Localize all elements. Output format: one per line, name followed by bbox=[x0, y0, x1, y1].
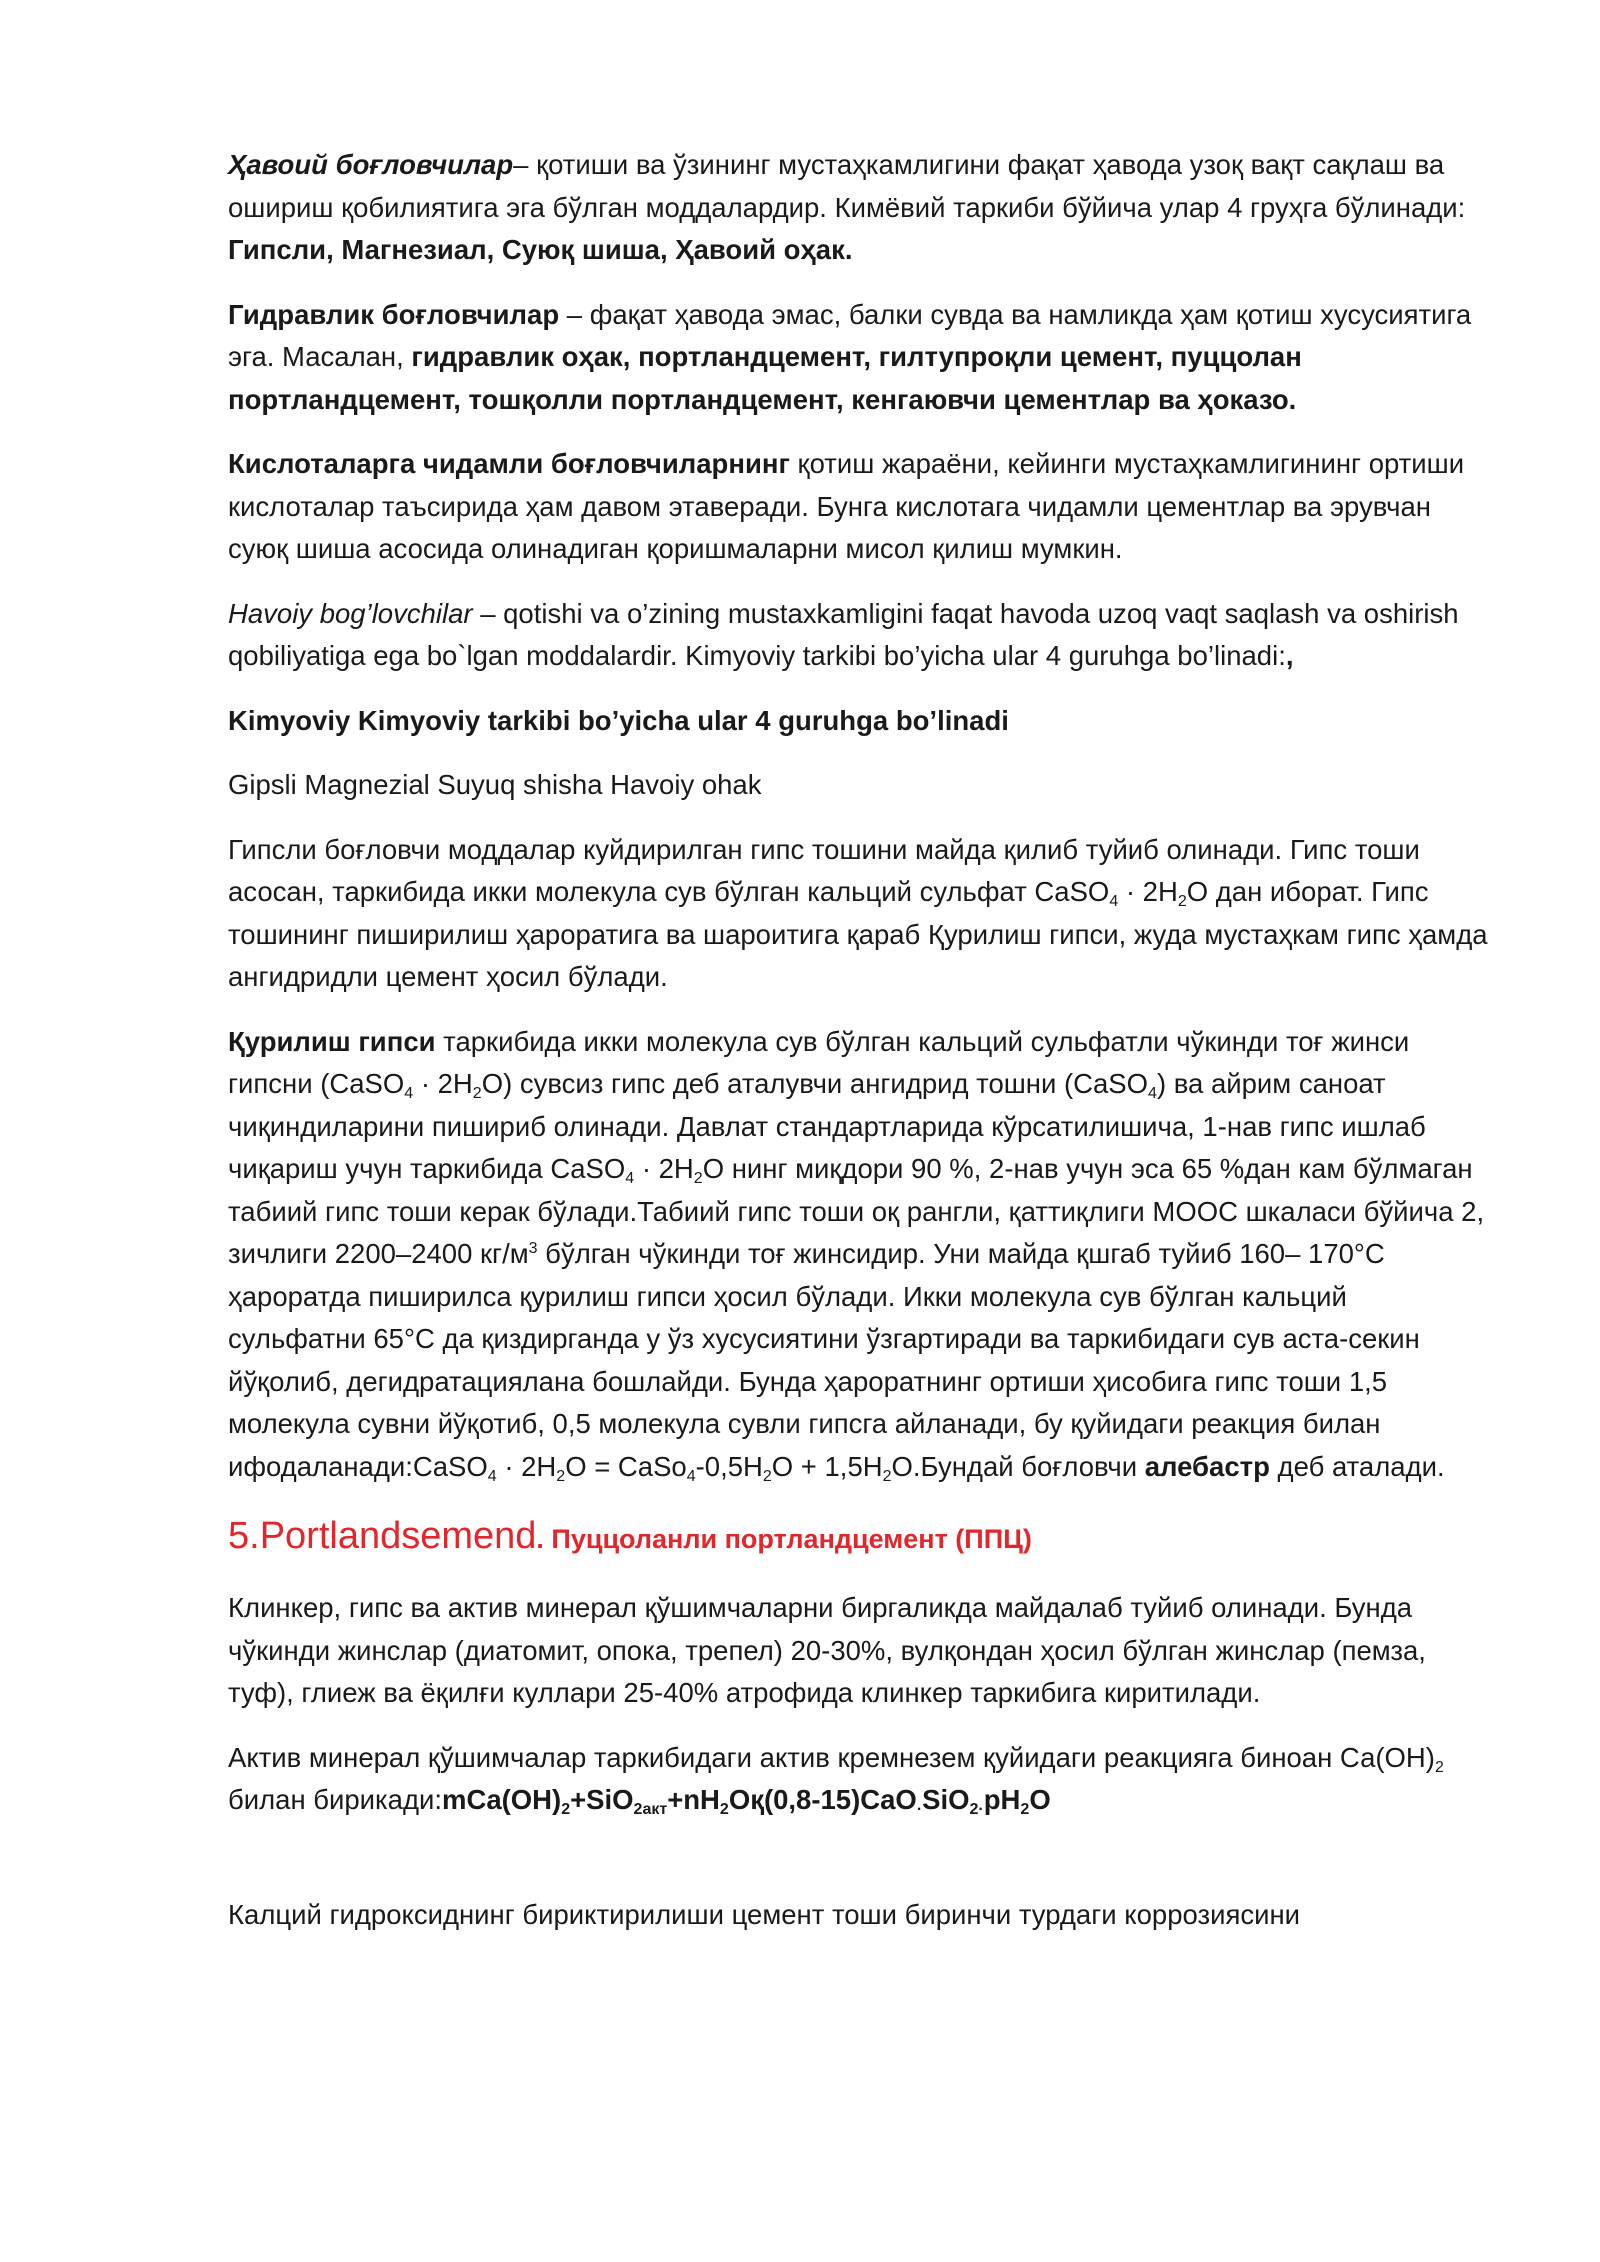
paragraph-building-gypsum bbox=[228, 1021, 1488, 1489]
paragraph-active-mineral bbox=[228, 1737, 1488, 1822]
subscript: 2 bbox=[472, 1085, 482, 1102]
binder-groups: Гипсли, Магнезиал, Суюқ шиша, Ҳавоий оҳак. bbox=[228, 234, 853, 265]
text-run: O.Бундай боғловчи bbox=[891, 1450, 1145, 1482]
subscript: 2 bbox=[762, 1467, 772, 1485]
formula-run: pH bbox=[983, 1784, 1021, 1815]
text-run: · 2H bbox=[413, 1068, 473, 1099]
subscript: 2 bbox=[1020, 1801, 1030, 1818]
text-run: Гипсли боғловчи моддалар куйдирилган гипс тошини майда қилиб туйиб олинади. Гипс тоши асосан, таркибида икки молекула сув бўлган кальций сульфат CaSO bbox=[228, 833, 1420, 907]
paragraph-text: – қотиши ва ўзининг мустаҳкамлигини фақат ҳавода узоқ вақт сақлаш ва ошириш қобилиятига эга бўлган моддалардир. Кимёвий таркиби бўйича улар 4 груҳга бўлинади: bbox=[228, 149, 1466, 223]
subscript: 4 bbox=[686, 1467, 696, 1485]
paragraph-groups-latin: Gipsli Magnezial Suyuq shisha Havoiy ohak bbox=[228, 769, 762, 800]
term-havoiy: Havoiy bog’lovchilar bbox=[228, 597, 473, 629]
formula-run: +nH bbox=[667, 1784, 720, 1815]
paragraph-gypsum-binders bbox=[228, 829, 1488, 999]
superscript: 3 bbox=[528, 1240, 538, 1257]
subscript: 2 bbox=[719, 1801, 729, 1818]
subscript: · bbox=[978, 1801, 984, 1818]
subscript: 2 bbox=[969, 1801, 979, 1818]
heading-subtitle: . Пуццоланли портландцемент (ППЦ) bbox=[536, 1524, 1032, 1554]
text-run: билан бирикади: bbox=[228, 1784, 443, 1815]
subscript: 2 bbox=[693, 1170, 703, 1187]
term-building-gypsum: Қурилиш гипси bbox=[228, 1025, 436, 1057]
paragraph-calcium-hydroxide: Калций гидроксиднинг бириктирилиши цемент тоши биринчи турдаги коррозиясини bbox=[228, 1898, 1300, 1930]
text-run: O нинг миқдори 90 %, 2-нав учун эса 65 %дан кам бўлмаган табиий гипс тоши керак бўлади.Табиий гипс тоши оқ рангли, қаттиқлиги МООС шкаласи бўйича 2, зичлиги 2200–2400 кг/м bbox=[228, 1153, 1485, 1269]
section-heading bbox=[228, 1510, 1488, 1565]
paragraph-clinker: Клинкер, гипс ва актив минерал қўшимчаларни биргаликда майдалаб туйиб олинади. Бунда чўкинди жинслар (диатомит, опока, трепел) 20-30%, вулқондан ҳосил бўлган жинслар (пемза, туф), глиеж ва ёқилғи куллари 25-40% атрофида клинкер таркибига киритилади. bbox=[228, 1592, 1426, 1708]
subscript: 4 bbox=[1148, 1085, 1157, 1102]
subscript: 2 bbox=[561, 1801, 571, 1818]
spacer bbox=[228, 1844, 1488, 1894]
text-run: O дан иборат. Гипс тошининг пиширилиш ҳароратига ва шароитига қараб Қурилиш гипси, жуда мустаҳкам гипс ҳамда ангидридли цемент ҳосил бўлади. bbox=[228, 876, 1488, 992]
term-air-binders: Ҳавоий боғловчилар bbox=[228, 149, 514, 180]
subscript: 2 bbox=[1434, 1758, 1444, 1776]
subscript: 4 bbox=[487, 1467, 497, 1485]
text-run: Актив минерал қўшимчалар таркибидаги актив кремнезем қуйидаги реакцияга биноан Са(ОН) bbox=[228, 1741, 1435, 1773]
text-run: O) сувсиз гипс деб аталувчи ангидрид тошни (CaSO bbox=[481, 1068, 1149, 1099]
subscript: · bbox=[916, 1801, 923, 1818]
text-run: -0,5H bbox=[695, 1450, 763, 1482]
text-run: O = CaSo bbox=[565, 1450, 687, 1482]
text-run: · 2H bbox=[496, 1450, 557, 1482]
hydraulic-examples: гидравлик оҳак, портландцемент, гилтупроқли цемент, пуццолан портландцемент, тошқолли портландцемент, кенгаювчи цементлар ва ҳоказо. bbox=[228, 341, 1302, 415]
paragraph-air-binders bbox=[228, 144, 1488, 272]
paragraph-hydraulic-binders bbox=[228, 294, 1488, 422]
subscript: 4 bbox=[1109, 893, 1119, 910]
subscript: 4 bbox=[404, 1085, 414, 1102]
paragraph-havoiy-latin bbox=[228, 593, 1488, 678]
formula-run: +SiO bbox=[570, 1784, 634, 1815]
paragraph-tail: , bbox=[1285, 640, 1294, 671]
text-run: · 2H bbox=[634, 1153, 694, 1184]
formula-run: Oқ(0,8-15)CaO bbox=[728, 1784, 917, 1815]
paragraph-acid-resistant-binders bbox=[228, 443, 1488, 571]
heading-number-title: 5.Portlandsemend bbox=[228, 1515, 537, 1557]
document-page bbox=[228, 144, 1488, 1958]
text-run: деб аталади. bbox=[1269, 1450, 1445, 1482]
subscript: 4 bbox=[625, 1170, 635, 1187]
text-run: O + 1,5H bbox=[771, 1450, 883, 1482]
paragraph-text: – фақат ҳавода эмас, балки сувда ва намликда ҳам қотиш хусусиятига эга. Масалан, bbox=[228, 298, 1472, 372]
text-run: ) ва айрим саноат чиқиндиларини пишириб олинади. Давлат стандартларида кўрсатилишича, 1-нав гипс ишлаб чиқариш учун таркибида CaSO bbox=[228, 1068, 1426, 1184]
reaction-formula bbox=[442, 1784, 1051, 1818]
text-run: · 2H bbox=[1118, 876, 1178, 907]
text-run: таркибида икки молекула сув бўлган кальций сульфатли чўкинди тоғ жинси гипсни (CaSO bbox=[228, 1025, 1410, 1099]
text-run: бўлган чўкинди тоғ жинсидир. Уни майда қшгаб туйиб 160– 170°С ҳароратда пиширилса қурилиш гипси ҳосил бўлади. Икки молекула сув бўлган кальций сульфатни 65°С да қиздирганда у ўз хусусиятини ўзгартиради ва таркибидаги сув аста-секин йўқолиб, дегидратацияланa бошлайди. Бунда ҳароратнинг ортиши ҳисобига гипс тоши 1,5 молекула сувни йўқотиб, 0,5 молекула сувли гипсга айланади, бу қуйидаги реакция билан ифодаланади:CaSO bbox=[228, 1238, 1420, 1482]
formula-run: mCa(OH) bbox=[442, 1784, 562, 1815]
paragraph-text: – qotishi va o’zining mustaxkamligini faqat havoda uzoq vaqt saqlash va oshirish qobiliyatiga ega bo`lgan moddalardir. Kimyoviy tarkibi bo’yicha ular 4 guruhga bo’linadi: bbox=[228, 597, 1459, 671]
subscript: 2 bbox=[882, 1467, 892, 1485]
paragraph-kimyoviy: Kimyoviy Kimyoviy tarkibi bo’yicha ular 4 guruhga bo’linadi bbox=[228, 704, 1009, 736]
term-hydraulic-binders: Гидравлик боғловчилар bbox=[228, 298, 560, 330]
subscript: 2 bbox=[1177, 893, 1187, 910]
subscript: 2 bbox=[556, 1467, 566, 1485]
formula-run: O bbox=[1029, 1784, 1051, 1815]
term-alebastr: алебастр bbox=[1144, 1450, 1270, 1482]
term-acid-resistant: Кислоталарга чидамли боғловчиларнинг bbox=[228, 448, 790, 479]
formula-run: SiO bbox=[922, 1784, 970, 1815]
paragraph-text: қотиш жараёни, кейинги мустаҳкамлигининг ортиши кислоталар таъсирида ҳам давом этаверади. Бунга кислотага чидамли цементлар ва эрувчан суюқ шиша асосида олинадиган қоришмаларни мисол қилиш мумкин. bbox=[228, 448, 1465, 564]
subscript: 2акт bbox=[633, 1801, 668, 1818]
